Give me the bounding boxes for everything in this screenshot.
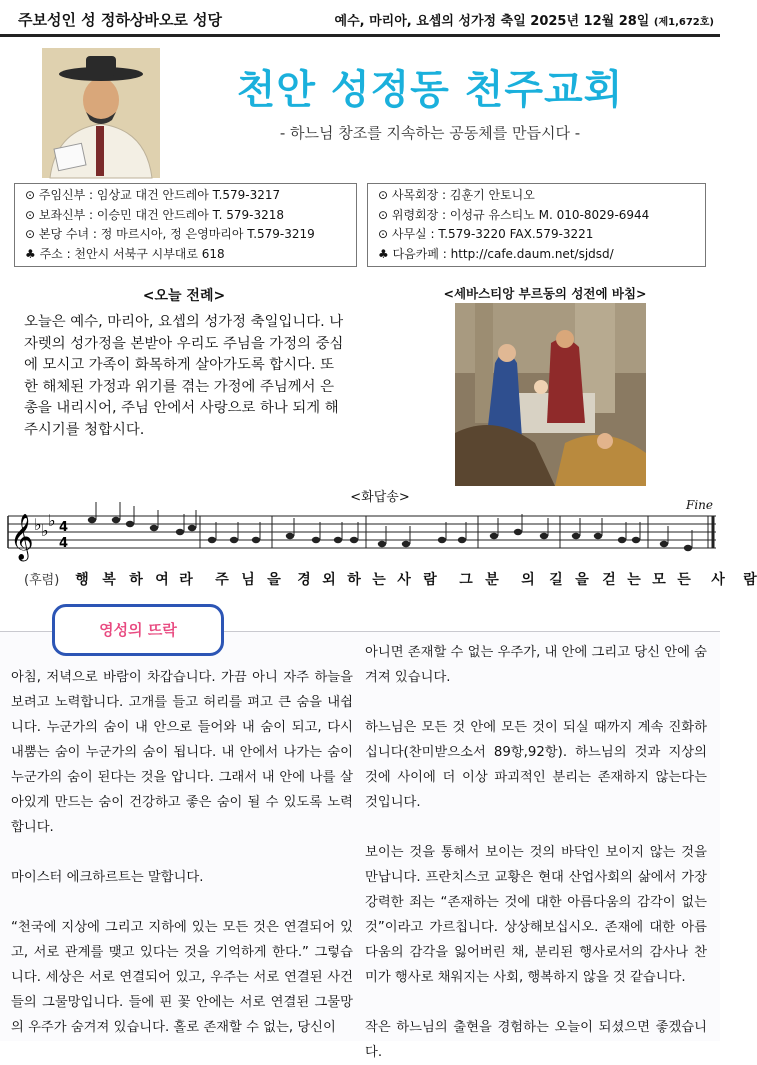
essay-paragraph: 하느님은 모든 것 안에 모든 것이 되실 때까지 계속 진화하십니다(찬미받으소서 89항,92항). 하느님의 것과 지상의 것에 사이에 더 이상 파괴적인 분리는 존재하지 않는다는 것입니다. [365,720,707,810]
lyric-syllable: 을 [575,572,589,588]
lyric-syllable: 사 [397,572,411,588]
note-head [188,525,196,531]
note-head [378,541,386,547]
assistant-pastor-line: ⊙ 보좌신부 : 이승민 대건 안드레아 T. 579-3218 [25,207,284,222]
church-motto: - 하느님 창조를 지속하는 공동체를 만듭시다 - [279,124,581,142]
lyric-syllable: 든 [677,572,691,588]
note-head [514,529,522,535]
lyric-syllable: 경 [297,572,311,588]
note-head [632,537,640,543]
note-head [540,533,548,539]
flat-sign-1: ♭ [34,515,42,534]
essay-paragraph: 아니면 존재할 수 없는 우주가, 내 안에 그리고 당신 안에 숨겨져 있습니다. [365,645,707,685]
essay-paragraph: 아침, 저녁으로 바람이 차갑습니다. 가끔 아니 자주 하늘을 보려고 노력합니다. 고개를 들고 허리를 펴고 큰 숨을 내쉽니다. 누군가의 숨이 내 안으로 들어와 내 숨이 되고, 다시 내뿜는 숨이 누군가의 숨이 됩니다. 내 안에서 나가는 숨이 누군가의 숨이 된다는 것을 압니다. 그래서 내 안에 나를 살아있게 만드는 숨이 건강하고 좋은 숨이 될 수 있도록 노력합니다. [11,670,353,835]
note-head [208,537,216,543]
lyric-syllable: 그 [459,572,473,588]
note-head [490,533,498,539]
saint-portrait [42,48,160,178]
note-head [126,521,134,527]
date-line [335,10,714,29]
note-head [618,537,626,543]
pastor-line: ⊙ 주임신부 : 임상교 대건 안드레아 T.579-3217 [25,188,281,202]
psalm-lyrics [75,569,757,588]
lyric-syllable: 의 [521,572,535,588]
lyric-syllable: 라 [179,572,193,588]
essay-paragraph: “천국에 지상에 그리고 지하에 있는 모든 것은 연결되어 있고, 서로 관계를 맺고 있다는 것을 기억하게 한다.” 그렇습니다. 세상은 서로 연결되어 있고, 우주는 서로 연결된 사건들의 그물망입니다. 들에 핀 꽃 안에는 서로 연결된 그물망의 우주가 숨겨져 있습니다. 홀로 존재할 수 없는, 당신이 [11,920,353,1035]
treble-clef-icon: 𝄞 [10,514,34,560]
church-title: 천안 성정동 천주교회 [236,67,624,113]
memorial-president-line: ⊙ 위령회장 : 이성규 유스티노 M. 010-8029-6944 [378,207,650,222]
issue-number: (제1,672호) [653,17,714,28]
lyric-syllable: 길 [549,572,563,588]
time-signature-bottom: 4 [59,536,69,551]
lyric-syllable: 하 [347,572,361,588]
lyric-syllable: 여 [155,572,169,588]
flat-sign-2: ♭ [41,521,49,540]
note-head [684,545,692,551]
office-line: ⊙ 사무실 : T.579-3220 FAX.579-3221 [378,227,594,241]
lyric-syllable: 람 [743,572,757,588]
painting-drawing [455,303,646,486]
essay-title: 영성의 뜨락 [99,621,177,639]
date-text: 예수, 마리아, 요셉의 성가정 축일 2025년 12월 28일 [334,14,650,29]
lyric-syllable: 사 [711,572,725,588]
time-signature-top: 4 [59,520,69,535]
note-head [594,533,602,539]
lyric-syllable: 는 [372,572,386,588]
lyric-syllable: 님 [241,572,255,588]
note-head [230,537,238,543]
liturgy-text: 오늘은 예수, 마리아, 요셉의 성가정 축일입니다. 나자렛의 성가정을 본받아 우리도 주님을 가정의 중심에 모시고 가족이 화목하게 살아가도록 합시다. 또한 해체된 가정과 위기를 겪는 가정에 주님께서 은총을 내리시어, 주님 안에서 사랑으로 하나 되게 해 주시기를 청합시다. [24,314,344,438]
lyric-syllable: 람 [423,572,437,588]
essay-paragraph: 작은 하느님의 출현을 경험하는 오늘이 되셨으면 좋겠습니다. [365,1020,707,1060]
council-president-line: ⊙ 사목회장 : 김훈기 안토니오 [378,188,535,202]
lyric-syllable: 하 [129,572,143,588]
note-head [402,541,410,547]
parish-name: 주보성인 성 정하상바오로 성당 [18,11,223,29]
clergy-info-box [14,183,357,267]
flat-sign-3: ♭ [48,511,56,530]
refrain-tag: (후렴) [24,573,60,588]
essay-paragraph: 마이스터 에크하르트는 말합니다. [11,870,204,885]
painting-caption: <세바스티앙 부르동의 성전에 바침> [443,286,647,301]
note-head [88,517,96,523]
note-head [150,525,158,531]
liturgy-heading: <오늘 전례> [142,288,226,304]
sisters-line: ⊙ 본당 수녀 : 정 마르시아, 정 은영마리아 T.579-3219 [25,227,315,241]
note-head [458,537,466,543]
fine-mark: Fine [686,498,713,512]
cafe-link[interactable]: ♣ 다음카페 : http://cafe.daum.net/sjdsd/ [378,246,614,261]
lyric-syllable: 복 [102,572,116,588]
lyric-syllable: 주 [215,572,229,588]
note-head [312,537,320,543]
presentation-painting [455,303,646,486]
essay-right-column [365,640,707,1065]
portrait-drawing [42,48,160,178]
psalm-heading: <화답송> [350,490,410,505]
note-head [572,533,580,539]
lyric-syllable: 걷 [602,572,616,588]
essay-paragraph: 보이는 것을 통해서 보이는 것의 바닥인 보이지 않는 것을 만납니다. 프란치스코 교황은 현대 산업사회의 삶에서 가장 강력한 죄는 “존재하는 것에 대한 아름다움의 감각이 없는 것”이라고 가르칩니다. 상상해보십시오. 존재에 대한 아름다움의 감각을 잃어버린 채, 분리된 행사로서의 감사나 찬미가 행사로 채워지는 사회, 행복하지 않을 것 같습니다. [365,845,707,985]
council-info-box [367,183,706,267]
essay-left-column [11,665,353,1040]
lyric-syllable: 을 [267,572,281,588]
score-notes [88,502,692,551]
note-head [286,533,294,539]
note-head [438,537,446,543]
note-head [350,537,358,543]
address-line: ♣ 주소 : 천안시 서북구 시부대로 618 [25,246,225,261]
note-head [176,529,184,535]
note-head [660,541,668,547]
lyric-syllable: 외 [322,572,336,588]
note-head [252,537,260,543]
lyric-syllable: 는 [627,572,641,588]
lyric-syllable: 행 [75,572,89,588]
lyric-syllable: 모 [652,572,666,588]
note-head [334,537,342,543]
lyric-syllable: 분 [485,572,499,588]
music-score [4,506,718,566]
note-head [112,517,120,523]
